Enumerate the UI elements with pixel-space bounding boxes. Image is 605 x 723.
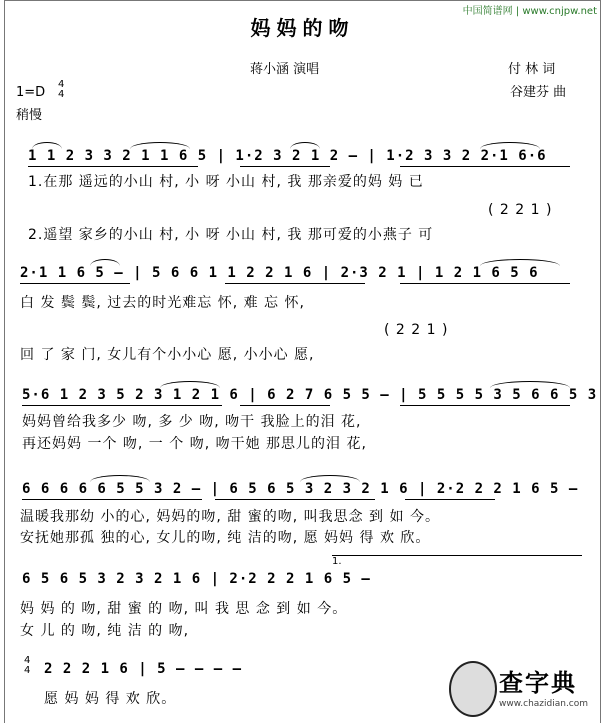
underline <box>22 405 222 406</box>
notation-row: 1 1 2 3 3 2 1 1 6 5 | 1·2 3 2 1 2 – | 1·2 3 3 2 2·1 6·6 <box>28 148 547 164</box>
performer: 蒋小涵 演唱 <box>250 62 320 77</box>
volta-ending: 1. <box>332 556 342 567</box>
slur <box>32 142 62 149</box>
scholar-avatar-icon <box>449 661 497 717</box>
slur <box>290 142 320 149</box>
notation-row: 6 5 6 5 3 2 3 2 1 6 | 2·2 2 2 1 6 5 – <box>22 571 371 587</box>
underline <box>225 283 365 284</box>
slur <box>480 142 540 149</box>
tempo-marking: 稍慢 <box>16 108 43 123</box>
underline <box>400 405 570 406</box>
volta-line <box>332 555 582 556</box>
underline <box>20 283 130 284</box>
slur <box>160 381 220 388</box>
notation-row: 6 6 6 6 6 5 5 3 2 – | 6 5 6 5 3 2 3 2 1 6 | 2·2 2 2 1 6 5 – <box>22 481 579 497</box>
lyric-verse-1: 妈 妈 的 吻, 甜 蜜 的 吻, 叫 我 思 念 到 如 今。 <box>20 601 348 617</box>
slur <box>490 381 570 388</box>
notation-row: 5·6 1 2 3 5 2 3 1 2 1 6 | 6 2 7 6 5 5 – | 5 5 5 5 3 5 6 6 5 3 <box>22 387 598 403</box>
notation-row: 2 2 2 1 6 | 5 – – – – <box>44 661 243 677</box>
underline <box>22 499 202 500</box>
composer: 谷建芬 曲 <box>510 85 567 100</box>
lyric-final: 愿 妈 妈 得 欢 欣。 <box>44 691 177 707</box>
key-signature: 1=D <box>16 85 46 100</box>
lyric-verse-2: 安抚她那孤 独的心, 女儿的吻, 纯 洁的吻, 愿 妈妈 得 欢 欣。 <box>20 530 431 546</box>
lyricist: 付 林 词 <box>508 62 556 77</box>
underline <box>405 499 495 500</box>
slur <box>90 259 120 266</box>
slur <box>300 475 360 482</box>
underline <box>400 283 570 284</box>
underline <box>240 405 330 406</box>
notation-row: 2·1 1 6 5 – | 5 6 6 1 1 2 2 1 6 | 2·3 2 1 | 1 2 1 6 5 6 <box>20 265 539 281</box>
left-border <box>4 0 5 723</box>
lyric-verse-1: 白 发 鬓 鬓, 过去的时光难忘 怀, 难 忘 怀, <box>20 295 305 311</box>
underline <box>240 166 330 167</box>
top-border <box>4 0 601 1</box>
lyric-verse-2: 女 儿 的 吻, 纯 洁 的 吻, <box>20 623 190 639</box>
site-logo <box>449 659 599 719</box>
underline <box>215 499 375 500</box>
slur <box>90 475 150 482</box>
lyric-verse-2: 回 了 家 门, 女儿有个小小心 愿, 小小心 愿, <box>20 347 315 363</box>
logo-text: 查字典 <box>499 669 577 697</box>
lyric-verse-2: 再还妈妈 一个 吻, 一 个 吻, 吻干她 那思儿的泪 花, <box>22 436 367 452</box>
right-border <box>600 0 601 723</box>
slur <box>130 142 190 149</box>
slur <box>480 259 560 266</box>
lyric-verse-1: 1.在那 遥远的小山 村, 小 呀 小山 村, 我 那亲爱的妈 妈 已 <box>28 174 424 190</box>
lyric-verse-2: 2.遥望 家乡的小山 村, 小 呀 小山 村, 我 那可爱的小燕子 可 <box>28 227 434 243</box>
underline <box>400 166 570 167</box>
time-signature-final: 4 4 <box>24 655 31 676</box>
underline <box>28 166 198 167</box>
site-watermark: 中国简谱网 | www.cnjpw.net <box>462 6 597 17</box>
lyric-verse-1: 妈妈曾给我多少 吻, 多 少 吻, 吻干 我脸上的泪 花, <box>22 414 362 430</box>
lyric-verse-1: 温暖我那幼 小的心, 妈妈的吻, 甜 蜜的吻, 叫我思念 到 如 今。 <box>20 509 440 525</box>
time-signature: 4 4 <box>58 79 65 100</box>
logo-url: www.chazidian.com <box>499 699 589 709</box>
song-title: 妈妈的吻 <box>250 16 355 40</box>
lyric-bracket: ( 2 2 1 ) <box>488 202 553 218</box>
lyric-bracket: ( 2 2 1 ) <box>384 322 449 338</box>
